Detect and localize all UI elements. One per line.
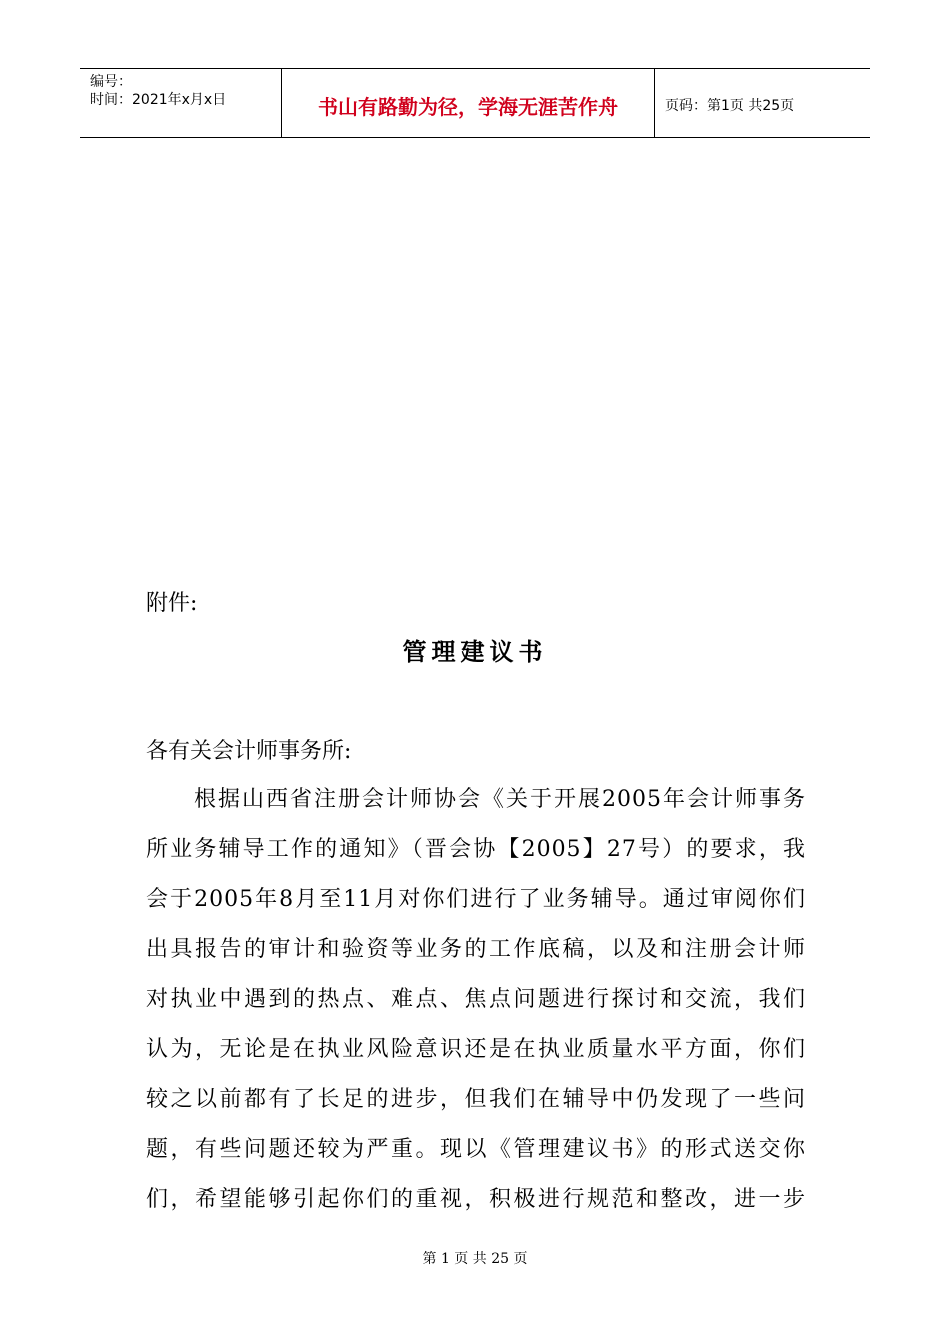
body-line: 出具报告的审计和验资等业务的工作底稿，以及和注册会计师 bbox=[146, 937, 806, 962]
body-line: 题，有些问题还较为严重。现以《管理建议书》的形式送交你 bbox=[146, 1137, 806, 1162]
number-label: 编号： bbox=[90, 74, 132, 90]
body-paragraph bbox=[146, 782, 806, 1232]
header-left-cell bbox=[80, 69, 282, 137]
header-right-cell bbox=[655, 69, 870, 137]
header-page-info: 页码：第1页 共25页 bbox=[665, 98, 795, 114]
time-label: 时间：2021年x月x日 bbox=[90, 92, 227, 108]
body-line: 会于2005年8月至11月对你们进行了业务辅导。通过审阅你们 bbox=[146, 887, 806, 912]
body-line: 根据山西省注册会计师协会《关于开展2005年会计师事务 bbox=[146, 787, 806, 812]
attachment-label: 附件: bbox=[146, 591, 198, 616]
header-motto: 书山有路勤为径，学海无涯苦作舟 bbox=[318, 95, 618, 119]
header-middle-cell bbox=[282, 69, 655, 137]
salutation: 各有关会计师事务所: bbox=[146, 739, 352, 764]
body-line: 较之以前都有了长足的进步，但我们在辅导中仍发现了一些问 bbox=[146, 1087, 806, 1112]
body-line: 认为，无论是在执业风险意识还是在执业质量水平方面，你们 bbox=[146, 1037, 806, 1062]
document-title: 管理建议书 bbox=[402, 638, 548, 666]
body-line: 们，希望能够引起你们的重视，积极进行规范和整改，进一步 bbox=[146, 1187, 806, 1212]
page-header bbox=[80, 68, 870, 138]
body-line: 所业务辅导工作的通知》（晋会协【2005】27号）的要求，我 bbox=[146, 837, 806, 862]
body-line: 对执业中遇到的热点、难点、焦点问题进行探讨和交流，我们 bbox=[146, 987, 806, 1012]
page-footer: 第 1 页 共 25 页 bbox=[422, 1251, 528, 1267]
